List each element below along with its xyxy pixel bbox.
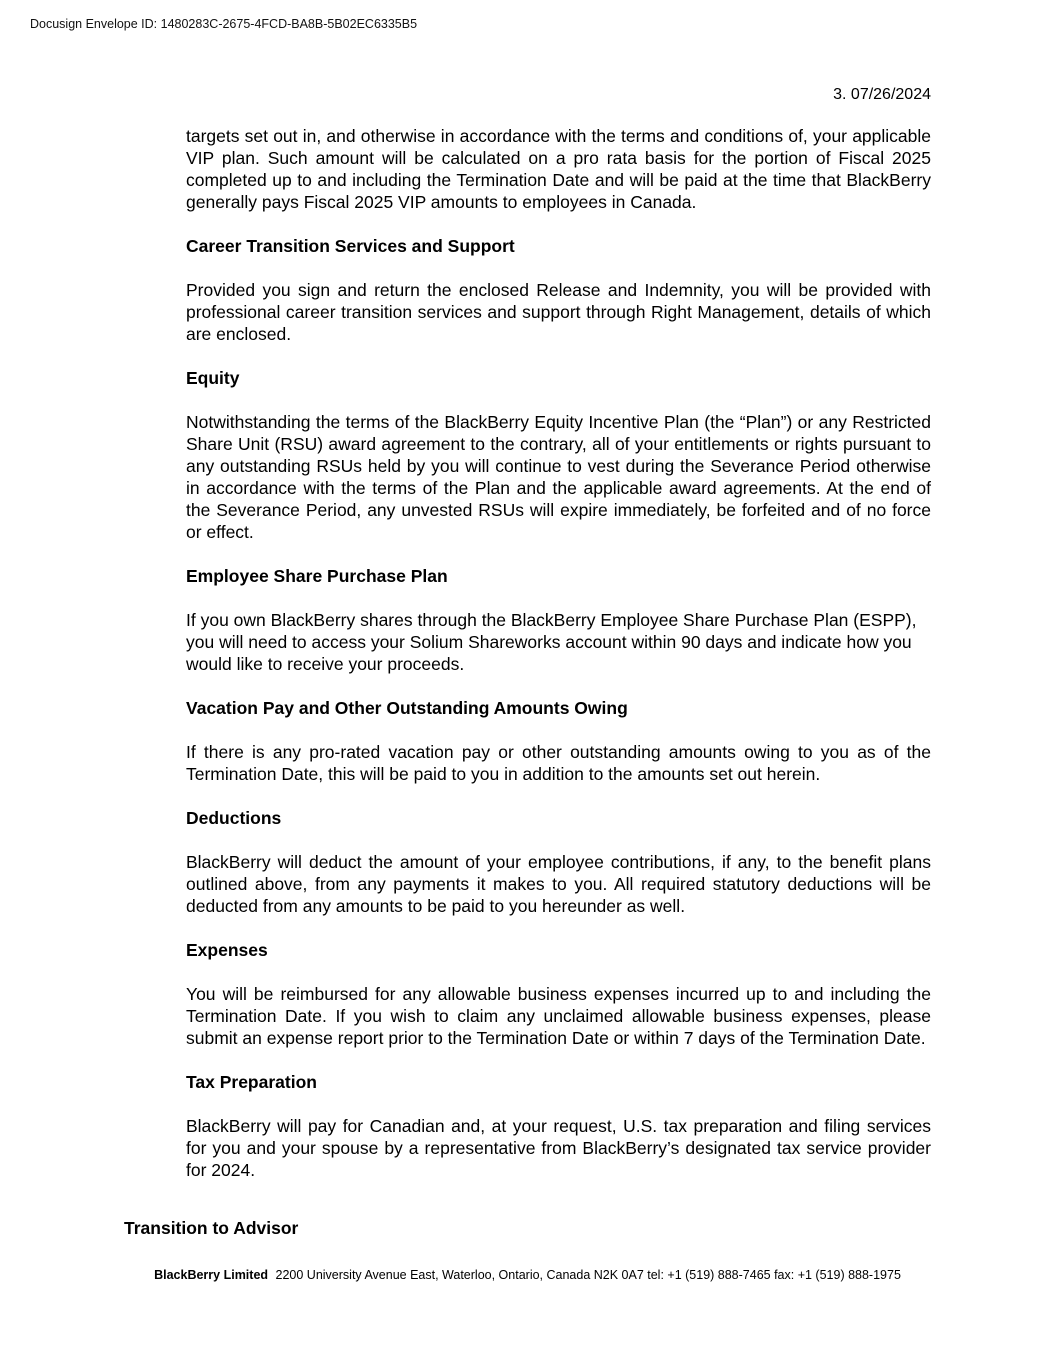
section-heading: Employee Share Purchase Plan bbox=[186, 566, 448, 586]
section-heading: Deductions bbox=[186, 808, 282, 828]
section-heading: Expenses bbox=[186, 940, 268, 960]
section-heading: Equity bbox=[186, 368, 240, 388]
footer-company: BlackBerry Limited bbox=[154, 1268, 269, 1282]
document-body bbox=[186, 125, 931, 1203]
footer bbox=[0, 1268, 1055, 1282]
footer-address: 2200 University Avenue East, Waterloo, Ontario, Canada N2K 0A7 tel: +1 (519) 888-7465 fax: +1 (519) 888-1975 bbox=[275, 1268, 901, 1282]
envelope-id: Docusign Envelope ID: 1480283C-2675-4FCD-BA8B-5B02EC6335B5 bbox=[30, 17, 418, 31]
section-heading: Career Transition Services and Support bbox=[186, 236, 515, 256]
paragraph: If there is any pro-rated vacation pay or other outstanding amounts owing to you as of the Termination Date, this will be paid to you in addition to the amounts set out herein. bbox=[186, 742, 931, 784]
page-reference: 3. 07/26/2024 bbox=[833, 86, 931, 103]
section-heading: Vacation Pay and Other Outstanding Amounts Owing bbox=[186, 698, 628, 718]
paragraph: You will be reimbursed for any allowable business expenses incurred up to and including the Termination Date. If you wish to claim any unclaimed allowable business expenses, please submit an expense report prior to the Termination Date or within 7 days of the Termination Date. bbox=[186, 984, 931, 1048]
paragraph: targets set out in, and otherwise in accordance with the terms and conditions of, your applicable VIP plan. Such amount will be calculated on a pro rata basis for the portion of Fiscal 2025 completed up to and including the Termination Date and will be paid at the time that BlackBerry generally pays Fiscal 2025 VIP amounts to employees in Canada. bbox=[186, 126, 931, 212]
paragraph: BlackBerry will deduct the amount of your employee contributions, if any, to the benefit plans outlined above, from any payments it makes to you. All required statutory deductions will be deducted from any amounts to be paid to you hereunder as well. bbox=[186, 852, 931, 916]
paragraph: Provided you sign and return the enclosed Release and Indemnity, you will be provided with professional career transition services and support through Right Management, details of which are enclosed. bbox=[186, 280, 931, 344]
section-heading: Tax Preparation bbox=[186, 1072, 317, 1092]
paragraph: BlackBerry will pay for Canadian and, at your request, U.S. tax preparation and filing services for you and your spouse by a representative from BlackBerry’s designated tax service provider for 2024. bbox=[186, 1116, 931, 1180]
section-heading-transition: Transition to Advisor bbox=[124, 1218, 299, 1238]
paragraph: If you own BlackBerry shares through the BlackBerry Employee Share Purchase Plan (ESPP), you will need to access your Solium Shareworks account within 90 days and indicate how you would like to receive your proceeds. bbox=[186, 610, 917, 674]
paragraph: Notwithstanding the terms of the BlackBerry Equity Incentive Plan (the “Plan”) or any Restricted Share Unit (RSU) award agreement to the contrary, all of your entitlements or rights pursuant to any outstanding RSUs held by you will continue to vest during the Severance Period otherwise in accordance with the terms of the Plan and the applicable award agreements. At the end of the Severance Period, any unvested RSUs will expire immediately, be forfeited and of no force or effect. bbox=[186, 412, 931, 542]
